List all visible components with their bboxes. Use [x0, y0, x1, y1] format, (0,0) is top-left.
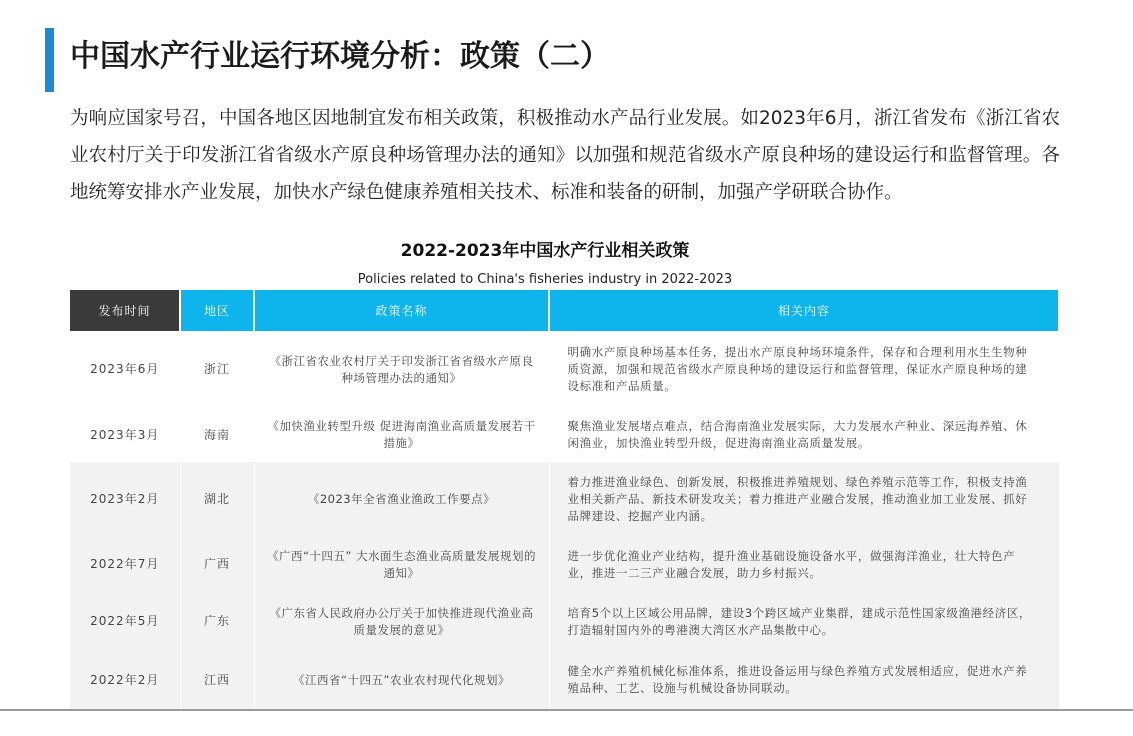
row-date: 2023年3月 — [70, 408, 180, 462]
table-row — [70, 462, 1059, 537]
table-subtitle: Policies related to China's fisheries industry in 2022-2023 — [357, 272, 733, 287]
table-row — [70, 592, 1059, 651]
row-content: 着力推进渔业绿色、创新发展，积极推进养殖规划、绿色养殖示范等工作，积极支持渔业相关新产品、新技术研发攻关；着力推进产业融合发展，推动渔业加工业发展、抓好品牌建设、挖掘产业内涵。 — [549, 462, 1059, 537]
row-region: 湖北 — [180, 462, 254, 537]
row-policy-name: 《加快渔业转型升级 促进海南渔业高质量发展若干措施》 — [254, 408, 549, 462]
row-policy-name: 《广西“十四五” 大水面生态渔业高质量发展规划的通知》 — [254, 537, 549, 592]
row-date: 2023年6月 — [70, 331, 180, 408]
table-row — [70, 331, 1059, 408]
row-date: 2022年5月 — [70, 592, 180, 651]
row-policy-name: 《广东省人民政府办公厅关于加快推进现代渔业高质量发展的意见》 — [254, 592, 549, 651]
row-policy-name: 《浙江省农业农村厅关于印发浙江省省级水产原良种场管理办法的通知》 — [254, 331, 549, 408]
header-date: 发布时间 — [70, 290, 180, 331]
row-content: 进一步优化渔业产业结构，提升渔业基础设施设备水平，做强海洋渔业，壮大特色产业，推进一二三产业融合发展，助力乡村振兴。 — [549, 537, 1059, 592]
row-region: 广西 — [180, 537, 254, 592]
row-date: 2022年2月 — [70, 651, 180, 709]
table-title: 2022-2023年中国水产行业相关政策 — [400, 241, 690, 261]
header-content: 相关内容 — [549, 290, 1059, 331]
row-policy-name: 《江西省“十四五”农业农村现代化规划》 — [254, 651, 549, 709]
policy-table — [70, 290, 1060, 709]
row-content: 健全水产养殖机械化标准体系，推进设备运用与绿色养殖方式发展相适应，促进水产养殖品种、工艺、设施与机械设备协同联动。 — [549, 651, 1059, 709]
table-row — [70, 651, 1059, 709]
row-region: 海南 — [180, 408, 254, 462]
row-content: 培育5个以上区域公用品牌，建设3个跨区域产业集群，建成示范性国家级渔港经济区，打造辐射国内外的粤港澳大湾区水产品集散中心。 — [549, 592, 1059, 651]
table-row — [70, 408, 1059, 462]
row-region: 浙江 — [180, 331, 254, 408]
row-date: 2023年2月 — [70, 462, 180, 537]
footer-divider — [0, 709, 1133, 711]
table-header-row — [70, 290, 1059, 331]
row-content: 聚焦渔业发展堵点难点，结合海南渔业发展实际，大力发展水产种业、深远海养殖、休闲渔业，加快渔业转型升级，促进海南渔业高质量发展。 — [549, 408, 1059, 462]
intro-paragraph: 为响应国家号召，中国各地区因地制宜发布相关政策，积极推动水产品行业发展。如2023年6月，浙江省发布《浙江省农业农村厅关于印发浙江省省级水产原良种场管理办法的通知》以加强和规范省级水产原良种场的建设运行和监督管理。各地统筹安排水产业发展，加快水产绿色健康养殖相关技术、标准和装备的研制，加强产学研联合协作。 — [70, 108, 1060, 203]
row-content: 明确水产原良种场基本任务，提出水产原良种场环境条件，保存和合理利用水生生物种质资源，加强和规范省级水产原良种场的建设运行和监督管理，保证水产原良种场的建设标准和产品质量。 — [549, 331, 1059, 408]
row-policy-name: 《2023年全省渔业渔政工作要点》 — [254, 462, 549, 537]
row-region: 广东 — [180, 592, 254, 651]
table-row — [70, 537, 1059, 592]
row-date: 2022年7月 — [70, 537, 180, 592]
header-region: 地区 — [180, 290, 254, 331]
page-title: 中国水产行业运行环境分析：政策（二） — [70, 39, 610, 74]
header-policy-name: 政策名称 — [254, 290, 549, 331]
title-accent-bar — [45, 28, 54, 92]
row-region: 江西 — [180, 651, 254, 709]
